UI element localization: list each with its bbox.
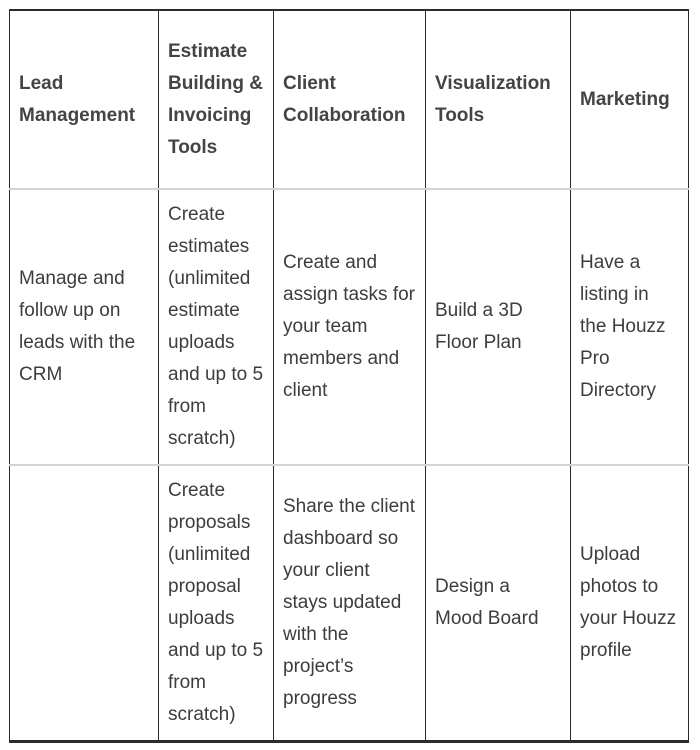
table-header-row (10, 10, 689, 189)
table-row (10, 465, 689, 741)
table-cell: Design a Mood Board (426, 465, 571, 741)
table-cell: Share the client dashboard so your client stays updated with the project’s progress (274, 465, 426, 741)
header-marketing: Marketing (571, 10, 689, 189)
header-estimate-building-invoicing: Estimate Building & Invoicing Tools (159, 10, 274, 189)
table-cell: Have a listing in the Houzz Pro Directory (571, 189, 689, 465)
header-client-collaboration: Client Collaboration (274, 10, 426, 189)
table-cell: Manage and follow up on leads with the CRM (10, 189, 159, 465)
table-cell: Create and assign tasks for your team members and client (274, 189, 426, 465)
table-cell: Upload photos to your Houzz profile (571, 465, 689, 741)
table-cell-empty (10, 465, 159, 741)
header-lead-management: Lead Management (10, 10, 159, 189)
table-row (10, 189, 689, 465)
table-cell: Build a 3D Floor Plan (426, 189, 571, 465)
header-visualization-tools: Visualization Tools (426, 10, 571, 189)
feature-comparison-table (9, 9, 689, 743)
table-cell: Create proposals (unlimited proposal uploads and up to 5 from scratch) (159, 465, 274, 741)
table-cell: Create estimates (unlimited estimate uploads and up to 5 from scratch) (159, 189, 274, 465)
